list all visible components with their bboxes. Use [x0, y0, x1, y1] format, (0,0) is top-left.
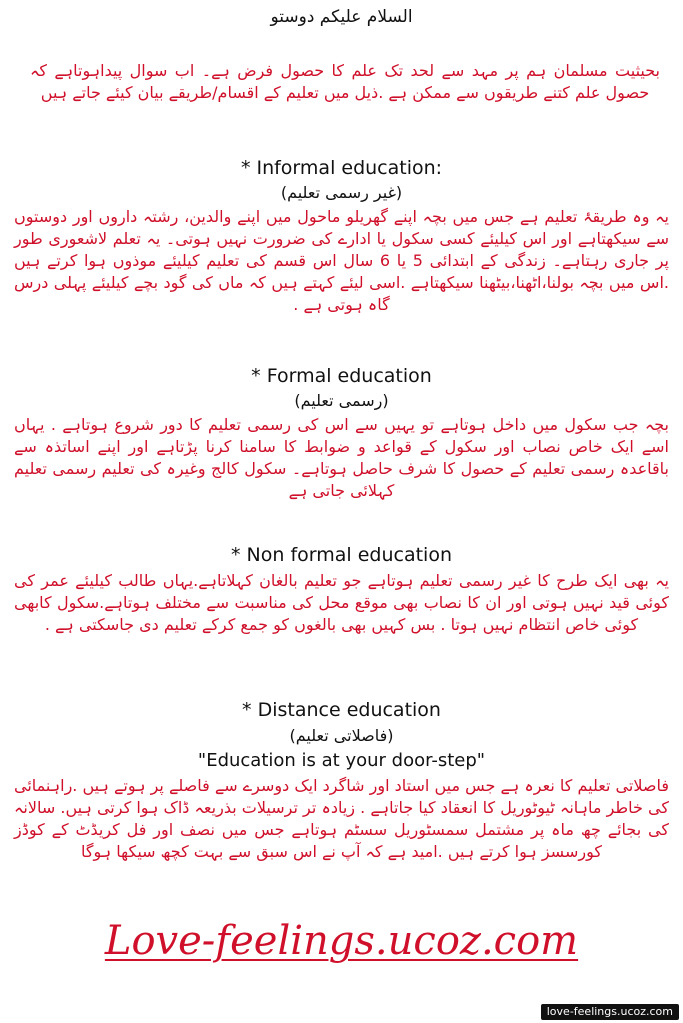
- formal-heading: * Formal education: [251, 365, 432, 387]
- formal-body: بچہ جب سکول میں داخل ہوتاہے تو یہیں سے اس کی رسمی تعلیم کا دور شروع ہوتاہے . یہاں اسے ایک خاص نصاب اور سکول کے قواعد و ضوابط کا سامنا کرنا پڑتاہے اور اپنے اساتذہ سے باقاعدہ رسمی تعلیم کے حصول کا شرف حاصل ہوتاہے۔ سکول کالج وغیرہ کی تعلیم رسمی تعلیم کہلائی جاتی ہے: [14, 415, 669, 500]
- non-formal-heading: * Non formal education: [231, 544, 452, 566]
- watermark: love-feelings.ucoz.com: [541, 1004, 679, 1020]
- greeting: السلام علیکم دوستو: [270, 7, 413, 27]
- non-formal-body: یہ بھی ایک طرح کا غیر رسمی تعلیم ہوتاہے جو تعلیم بالغان کہلاتاہے.یہاں طالب کیلیئے عمر کی کوئی قید نہیں ہوتی اور ان کا نصاب بھی موقع محل کی مناسبت سے مختلف ہوتاہے.سکول کابھی کوئی خاص انتظام نہیں ہوتا . بس کہیں بھی بالغوں کو جمع کرکے تعلیم دی جاسکتی ہے .: [14, 571, 669, 634]
- distance-heading: * Distance education: [242, 699, 441, 721]
- distance-subheading: (فاصلاتی تعلیم): [289, 726, 394, 745]
- formal-subheading: (رسمی تعلیم): [294, 391, 389, 410]
- website-link[interactable]: Love-feelings.ucoz.com: [104, 918, 579, 964]
- informal-subheading: (غیر رسمی تعلیم): [280, 183, 403, 202]
- intro-paragraph: بحیثیت مسلمان ہم پر مہد سے لحد تک علم کا حصول فرض ہے۔ اب سوال پیداہوتاہے کہ حصول علم کتنے طریقوں سے ممکن ہے .ذیل میں تعلیم کے اقسام/طریقے بیان کیئے جاتے ہیں: [30, 61, 660, 102]
- distance-quote: "Education is at your door-step": [197, 750, 486, 771]
- informal-body: یہ وہ طریقۂ تعلیم ہے جس میں بچہ اپنے گھریلو ماحول میں اپنے والدین، رشتہ داروں اور دوستوں سے سیکھتاہے اور اس کیلیئے کسی سکول یا ادارے کی ضرورت نہیں ہوتی۔ یہ تعلم لاشعوری طور پر جاری رہتاہے۔ زندگی کے ابتدائی 5 یا 6 سال اس قسم کی تعلیم کیلیئے موذوں ہوا کرتے ہیں .اس میں بچہ بولنا،اٹھنا،بیٹھنا سیکھتاہے .اسی لیئے کہتے ہیں کہ ماں کی گود بچے کیلیئے پہلی درس گاہ ہوتی ہے .: [14, 207, 670, 314]
- distance-body: فاصلاتی تعلیم کا نعرہ ہے جس میں استاد اور شاگرد ایک دوسرے سے فاصلے پر ہوتے ہیں .راہنمائی کی خاطر ماہانہ ٹیوٹوریل کا انعقاد کیا جاتاہے . زیادہ تر ترسیلات بذریعہ ڈاک ہوا کرتی ہیں. سالانہ کی بجائے چھ ماہ پر مشتمل سمسٹوریل سسٹم ہوتاہے جس میں نصف اور فل کریڈٹ کے کوڈز کورسسز ہوا کرتے ہیں .امید ہے کہ آپ نے اس سبق سے بہت کچھ سیکھا ہوگا: [14, 776, 669, 861]
- informal-heading: * Informal education:: [240, 157, 443, 179]
